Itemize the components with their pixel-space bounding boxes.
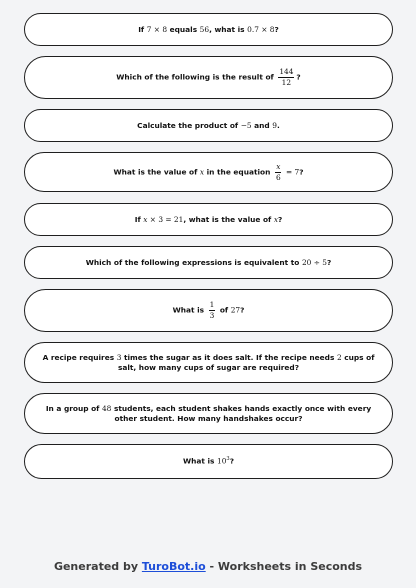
question-text-6: Which of the following expressions is equivalent to 20 ÷ 5? — [85, 257, 332, 267]
question-card-10 — [24, 444, 393, 479]
question-card-8 — [24, 342, 393, 383]
question-text-2: Which of the following is the result of $\frac{144}{12}$ ? — [116, 67, 301, 87]
question-text-5: If x × 3 = 21, what is the value of x? — [134, 214, 283, 224]
question-text-1: If 7 × 8 equals 56, what is 0.7 × 8? — [138, 24, 279, 34]
footer: Generated by TuroBot.io - Worksheets in Seconds — [53, 560, 363, 573]
fraction: $\frac{x}{6}$ — [275, 161, 281, 182]
question-card-7 — [24, 289, 393, 332]
question-text-10: What is $10^3$? — [182, 456, 234, 466]
fraction: $\frac{144}{12}$ — [279, 67, 294, 87]
question-text-4: What is the value of x in the equation $\frac{x}{6}$ = 7? — [113, 161, 304, 182]
fraction: $\frac{1}{3}$ — [209, 300, 215, 320]
question-text-7: What is $\frac{1}{3}$ of 27? — [172, 300, 245, 320]
question-card-9 — [24, 393, 393, 434]
question-card-3 — [24, 109, 393, 142]
question-card-6 — [24, 246, 393, 279]
question-card-5 — [24, 203, 393, 236]
question-card-4 — [24, 152, 393, 192]
turobot-link[interactable]: TuroBot.io — [141, 560, 206, 573]
question-card-1 — [24, 13, 393, 46]
question-text-9: In a group of 48 students, each student shakes hands exactly once with every other student. How many handshakes occur? — [45, 403, 372, 423]
question-card-2 — [24, 56, 393, 99]
question-text-3: Calculate the product of −5 and 9. — [137, 120, 280, 130]
question-text-8: A recipe requires 3 times the sugar as it does salt. If the recipe needs 2 cups of salt, how many cups of sugar are required? — [42, 352, 375, 372]
